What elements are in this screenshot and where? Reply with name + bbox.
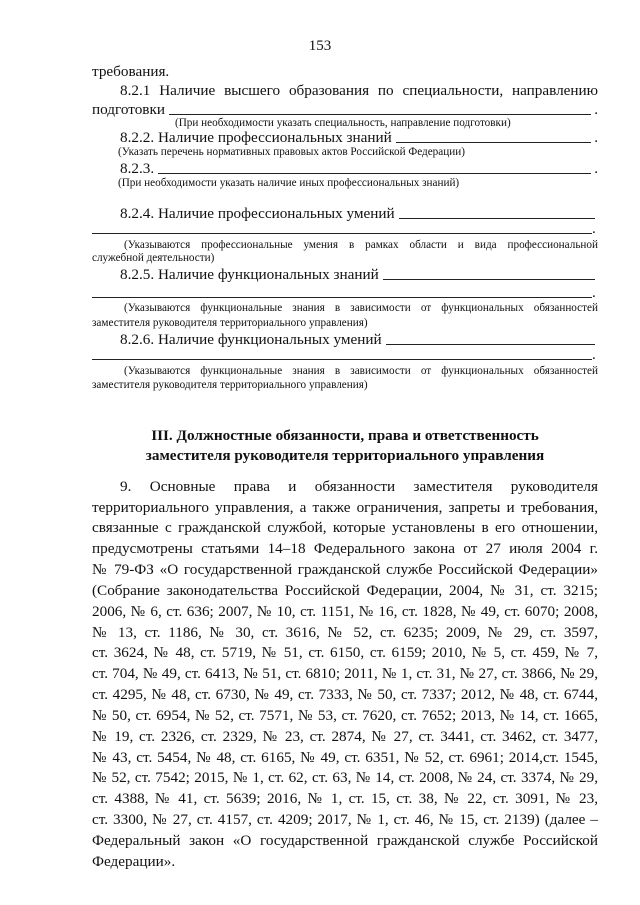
blank-line xyxy=(399,217,595,219)
period-mark: . xyxy=(592,285,596,301)
item-8-2-2-label: 8.2.2. Наличие профессиональных знаний xyxy=(120,129,392,146)
paragraph-line: 9. Основные права и обязанности заместителя руководителя xyxy=(120,478,598,495)
paragraph-line: связанные с гражданской службой, которые установлены в его отношении, xyxy=(92,519,598,536)
paragraph-line: ст. 4295, № 48, ст. 6730, № 49, ст. 7333, № 50, ст. 7337; 2012, № 48, ст. 6744, xyxy=(92,686,598,703)
paragraph-line: Федерации». xyxy=(92,853,176,870)
item-8-2-2: 8.2.2. Наличие профессиональных знаний . xyxy=(120,129,598,146)
paragraph-line: территориального управления, а также ограничения, запреты и требования, xyxy=(92,499,598,516)
paragraph-line: № 50, ст. 6954, № 52, ст. 7571, № 53, ст. 7620, ст. 7652; 2013, № 14, ст. 1665, xyxy=(92,707,598,724)
note-8-2-5-line2: заместителя руководителя территориального управления) xyxy=(92,317,368,329)
note-8-2-4-line1: (Указываются профессиональные умения в рамках области и вида профессиональной xyxy=(124,239,598,251)
period-mark: . xyxy=(592,221,596,237)
paragraph-line: № 13, ст. 1186, № 30, ст. 3616, № 52, ст. 6235; 2009, № 29, ст. 3597, xyxy=(92,624,598,641)
blank-line xyxy=(383,278,595,280)
item-8-2-4-label: 8.2.4. Наличие профессиональных умений xyxy=(120,205,395,222)
item-8-2-5 xyxy=(120,265,598,284)
paragraph-line: (Собрание законодательства Российской Федерации, 2004, № 31, ст. 3215; xyxy=(92,582,598,599)
note-8-2-2: (Указать перечень нормативных правовых актов Российской Федерации) xyxy=(118,146,465,158)
paragraph-line: ст. 4388, № 41, ст. 5639; 2016, № 1, ст. 15, ст. 38, № 22, ст. 3091, № 23, xyxy=(92,790,598,807)
section-title-line1: III. Должностные обязанности, права и ответственность xyxy=(151,427,539,444)
paragraph-line: № 52, ст. 7542; 2015, № 1, ст. 62, ст. 63, № 14, ст. 2008, № 24, ст. 3374, № 29, xyxy=(92,769,598,786)
item-8-2-6 xyxy=(120,330,598,349)
paragraph-line: Федеральный закон «О государственной гражданской службе Российской xyxy=(92,832,598,849)
paragraph-line: ст. 704, № 49, ст. 6413, № 51, ст. 6810; 2011, № 1, ст. 31, № 27, ст. 3866, № 29, xyxy=(92,665,598,682)
page-number: 153 xyxy=(308,38,332,54)
item-8-2-6-label: 8.2.6. Наличие функциональных умений xyxy=(120,331,382,348)
text-trebovaniya: требования. xyxy=(92,63,170,80)
item-8-2-5-label: 8.2.5. Наличие функциональных знаний xyxy=(120,266,379,283)
paragraph-line: 2006, № 6, ст. 636; 2007, № 10, ст. 1151, № 16, ст. 1828, № 49, ст. 6070; 2008, xyxy=(92,603,598,620)
note-8-2-3: (При необходимости указать наличие иных профессиональных знаний) xyxy=(118,177,460,189)
paragraph-line: № 19, ст. 2326, ст. 2329, № 23, ст. 2874, № 27, ст. 3441, ст. 3462, ст. 3477, xyxy=(92,728,598,745)
blank-line xyxy=(92,297,592,298)
note-8-2-5-line1: (Указываются функциональные знания в зависимости от функциональных обязанностей xyxy=(124,302,598,314)
paragraph-line: № 43, ст. 5454, № 48, ст. 6165, № 49, ст. 6351, № 52, ст. 6961; 2014,ст. 1545, xyxy=(92,749,598,766)
blank-line xyxy=(158,172,591,174)
paragraph-line: № 79-ФЗ «О государственной гражданской службе Российской Федерации» xyxy=(92,561,598,578)
note-8-2-4-line2: служебной деятельности) xyxy=(92,252,215,264)
item-8-2-4 xyxy=(120,204,598,223)
item-8-2-1-fill: подготовки . xyxy=(92,101,598,118)
section-title-line2: заместителя руководителя территориального управления xyxy=(145,447,545,464)
blank-line xyxy=(396,141,591,143)
paragraph-line: предусмотрены статьями 14–18 Федерального закона от 27 июля 2004 г. xyxy=(92,540,598,557)
paragraph-line: ст. 3624, № 48, ст. 5719, № 51, ст. 6150, ст. 6159; 2010, № 5, ст. 459, № 7, xyxy=(92,644,598,661)
blank-line xyxy=(92,233,592,234)
item-8-2-3-label: 8.2.3. xyxy=(120,160,155,177)
blank-line xyxy=(386,343,595,345)
period-mark: . xyxy=(592,347,596,363)
note-8-2-1: (При необходимости указать специальность, направление подготовки) xyxy=(175,117,511,129)
item-8-2-3: 8.2.3. . xyxy=(120,160,598,177)
item-8-2-1-continuation: подготовки xyxy=(92,101,165,118)
paragraph-line: ст. 3300, № 27, ст. 4157, ст. 4209; 2017, № 1, ст. 46, № 15, ст. 2139) (далее – xyxy=(92,811,598,828)
note-8-2-6-line1: (Указываются функциональные знания в зависимости от функциональных обязанностей xyxy=(124,365,598,377)
note-8-2-6-line2: заместителя руководителя территориального управления) xyxy=(92,379,368,391)
item-8-2-1: 8.2.1 Наличие высшего образования по специальности, направлению xyxy=(120,82,598,99)
blank-line xyxy=(169,113,591,115)
blank-line xyxy=(92,359,592,360)
